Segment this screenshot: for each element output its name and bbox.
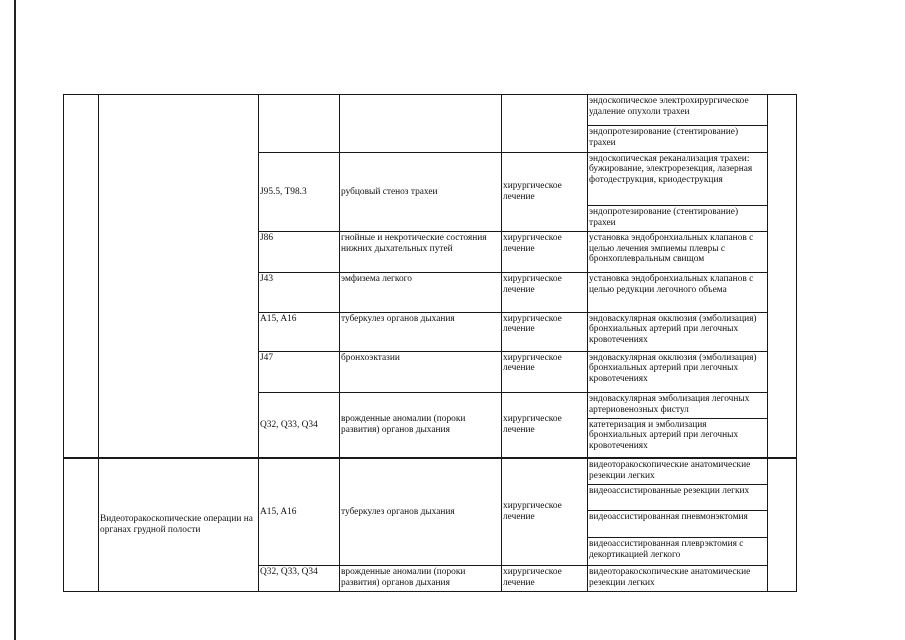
scan-edge-line xyxy=(14,0,16,640)
extra-cell xyxy=(768,95,797,458)
method-cell: эндоваскулярная окклюзия (эмболизация) бронхиальных артерий при легочных кровотечениях xyxy=(588,312,768,351)
method-cell: эндопротезирование (стентирование) трахеи xyxy=(588,206,768,232)
section-name-cell xyxy=(99,95,259,458)
codes-cell: A15, A16 xyxy=(259,312,340,351)
codes-cell: Q32, Q33, Q34 xyxy=(259,393,340,458)
condition-cell: туберкулез органов дыхания xyxy=(340,312,502,351)
method-cell: видеоассистированные резекции легких xyxy=(588,485,768,511)
codes-cell: J95.5, T98.3 xyxy=(259,152,340,231)
section-name-cell: Видеоторакоскопические операции на органах грудной полости xyxy=(99,459,259,592)
treatment-cell: хирургическое лечение xyxy=(502,566,588,592)
extra-cell xyxy=(768,459,797,592)
method-cell: видеоассистированная пневмонэктомия xyxy=(588,511,768,538)
treatment-cell xyxy=(502,95,588,153)
treatment-cell: хирургическое лечение xyxy=(502,351,588,392)
method-cell: установка эндобронхиальных клапанов с целью лечения эмпиемы плевры с бронхоплевральным свищом xyxy=(588,232,768,273)
video-thoracoscopic-table xyxy=(63,458,797,592)
codes-cell: J47 xyxy=(259,351,340,392)
condition-cell: врожденные аномалии (пороки развития) органов дыхания xyxy=(340,566,502,592)
table-row xyxy=(64,459,797,485)
treatment-cell: хирургическое лечение xyxy=(502,393,588,458)
treatment-cell: хирургическое лечение xyxy=(502,232,588,273)
codes-cell: A15, A16 xyxy=(259,459,340,566)
condition-cell: гнойные и некротические состояния нижних дыхательных путей xyxy=(340,232,502,273)
number-cell xyxy=(64,459,99,592)
treatment-cell: хирургическое лечение xyxy=(502,312,588,351)
method-cell: видеоторакоскопические анатомические резекции легких xyxy=(588,566,768,592)
condition-cell: туберкулез органов дыхания xyxy=(340,459,502,566)
method-cell: видеоторакоскопические анатомические резекции легких xyxy=(588,459,768,485)
method-cell: катетеризация и эмболизация бронхиальных артерий при легочных кровотечениях xyxy=(588,418,768,457)
condition-cell: эмфизема легкого xyxy=(340,273,502,312)
codes-cell: Q32, Q33, Q34 xyxy=(259,566,340,592)
condition-cell xyxy=(340,95,502,153)
method-cell: видеоассистированная плеврэктомия с декортикацией легкого xyxy=(588,538,768,566)
treatment-cell: хирургическое лечение xyxy=(502,152,588,231)
treatment-cell: хирургическое лечение xyxy=(502,459,588,566)
method-cell: эндоскопическая реканализация трахеи: бужирование, электрорезекция, лазерная фотодеструкция, криодеструкция xyxy=(588,152,768,206)
condition-cell: врожденные аномалии (пороки развития) органов дыхания xyxy=(340,393,502,458)
codes-cell: J86 xyxy=(259,232,340,273)
table-row xyxy=(64,95,797,126)
method-cell: эндоскопическое электрохирургическое удаление опухоли трахеи xyxy=(588,95,768,126)
method-cell: эндоваскулярная окклюзия (эмболизация) бронхиальных артерий при легочных кровотечениях xyxy=(588,351,768,392)
medical-procedures-table xyxy=(63,94,797,458)
method-cell: установка эндобронхиальных клапанов с целью редукции легочного объема xyxy=(588,273,768,312)
number-cell xyxy=(64,95,99,458)
method-cell: эндоваскулярная эмболизация легочных артериовенозных фистул xyxy=(588,393,768,419)
treatment-cell: хирургическое лечение xyxy=(502,273,588,312)
codes-cell: J43 xyxy=(259,273,340,312)
method-cell: эндопротезирование (стентирование) трахеи xyxy=(588,125,768,152)
codes-cell xyxy=(259,95,340,153)
condition-cell: бронхоэктазии xyxy=(340,351,502,392)
condition-cell: рубцовый стеноз трахеи xyxy=(340,152,502,231)
